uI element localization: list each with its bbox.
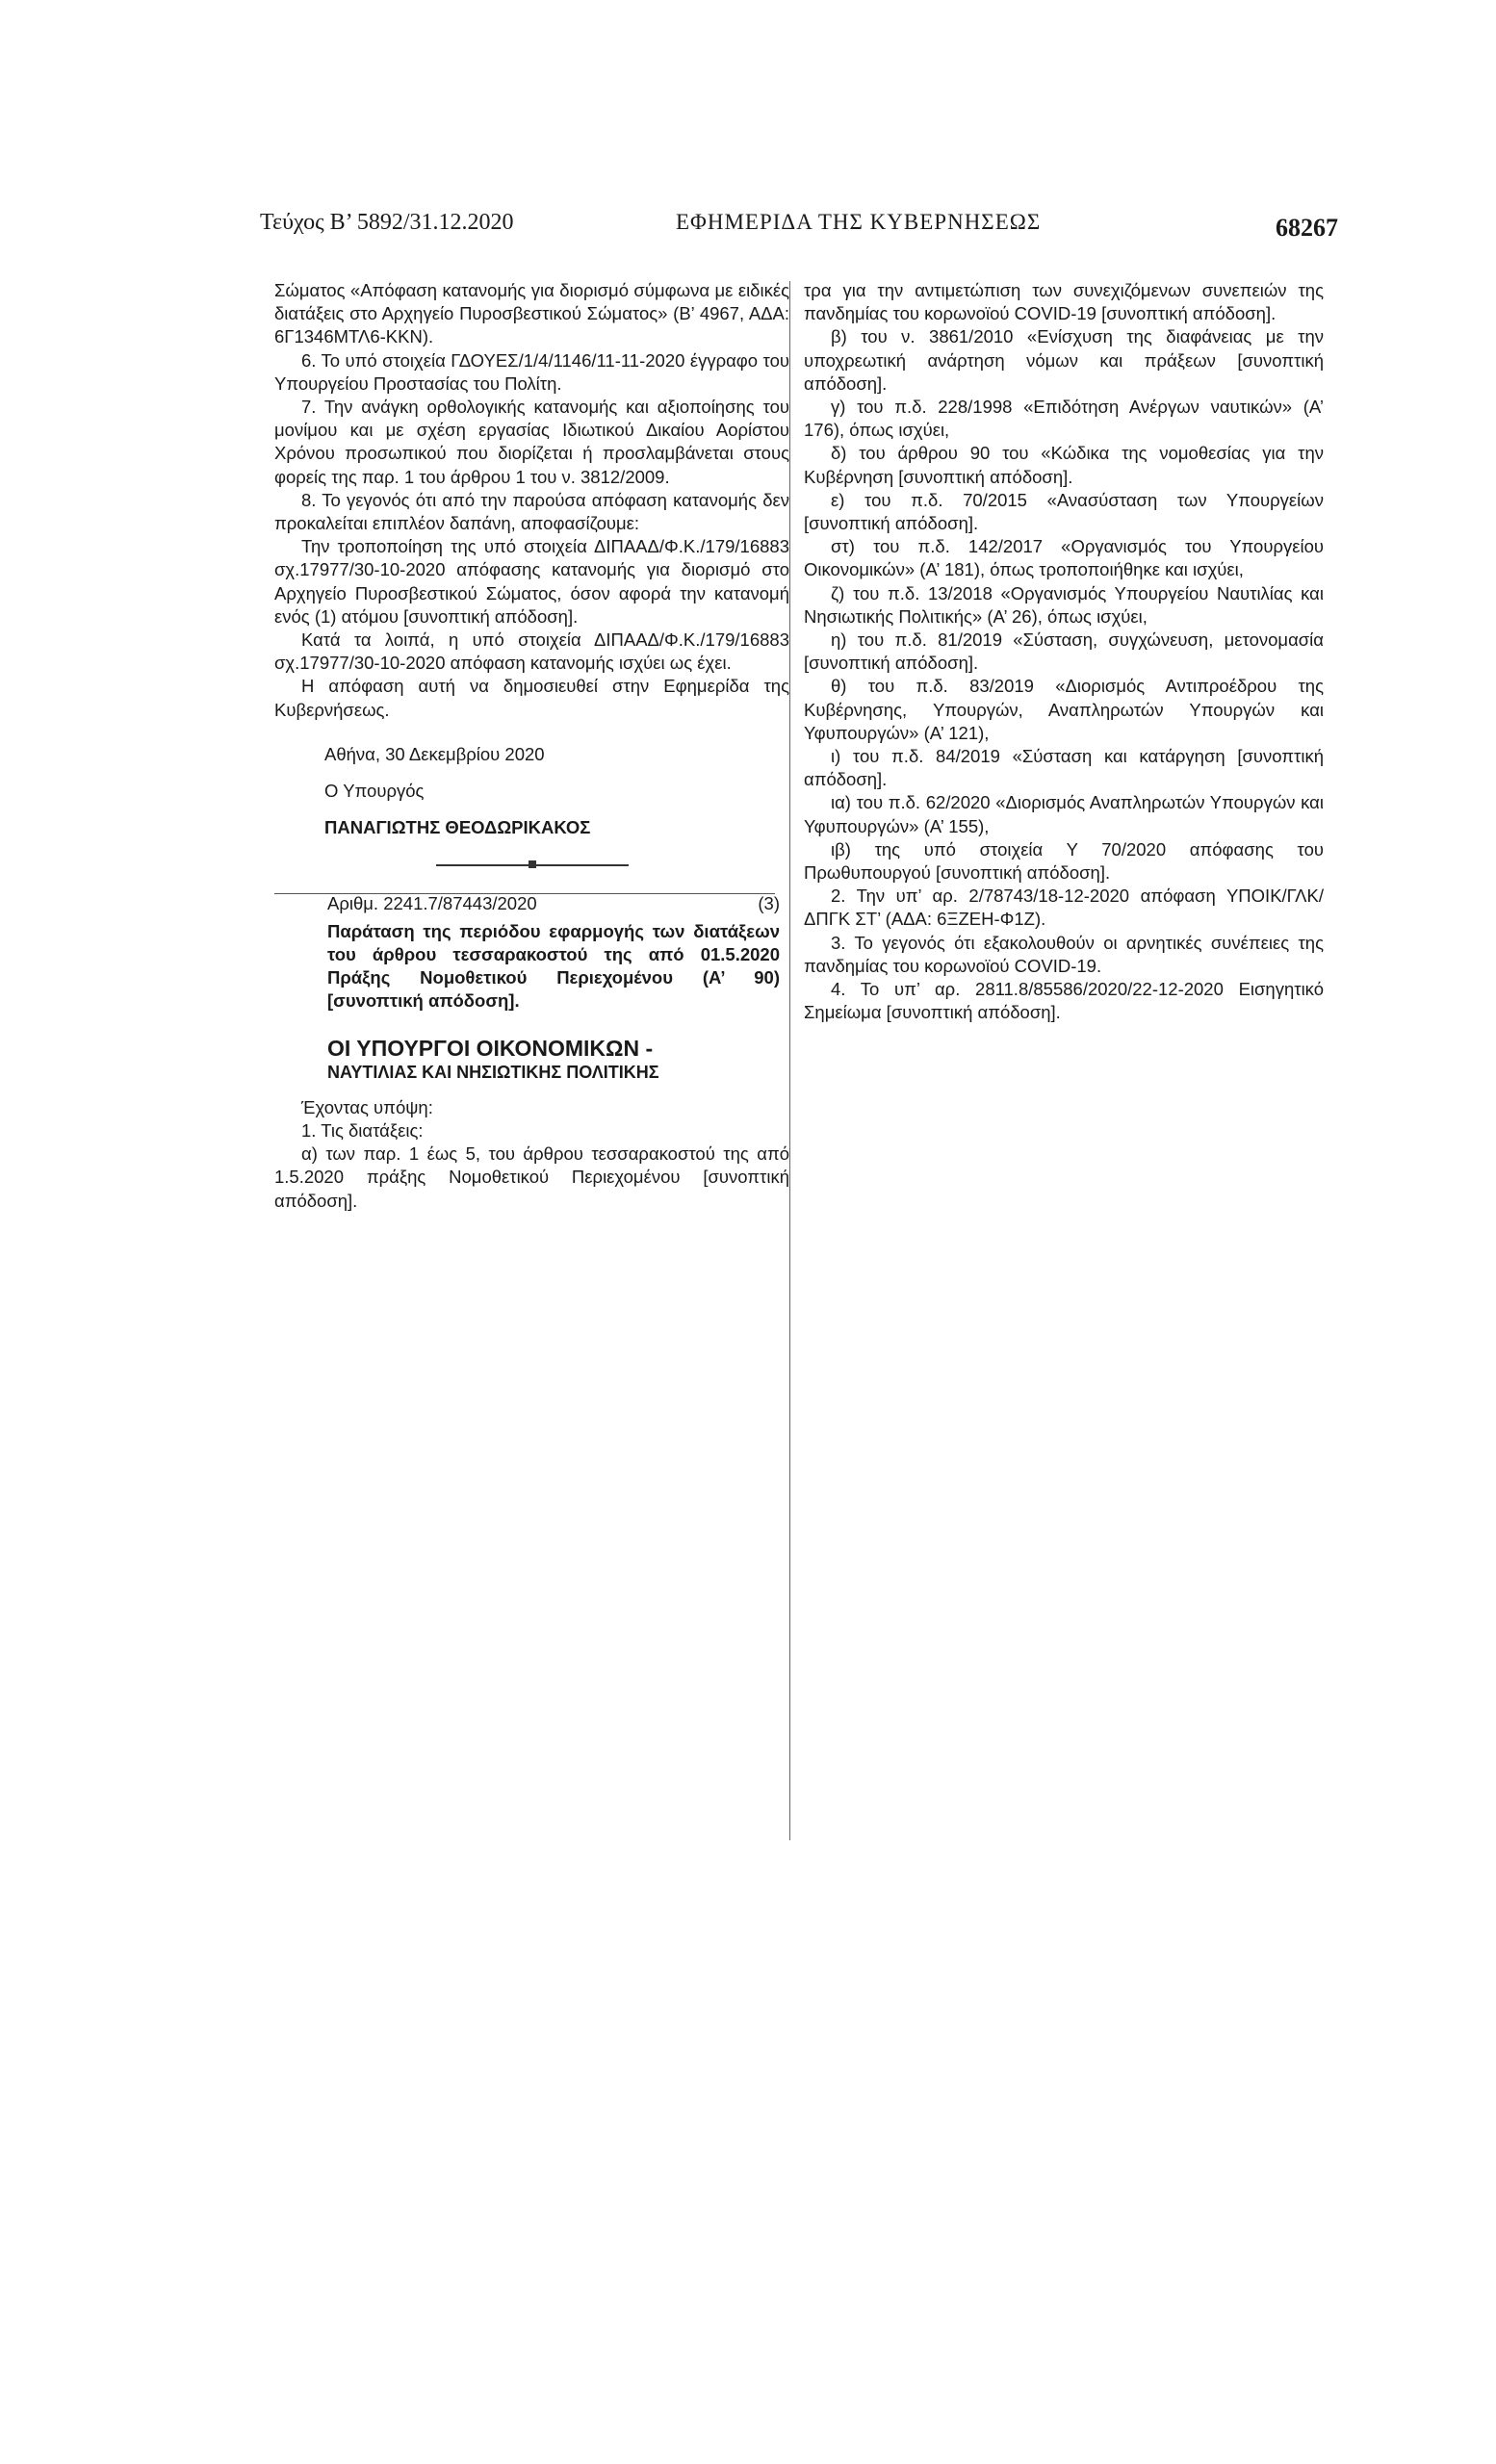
paragraph: τρα για την αντιμετώπιση των συνεχιζόμενων συνεπειών της πανδημίας του κορωνοϊού COVID-19 [συνοπτική απόδοση]. <box>804 280 1324 324</box>
paragraph: ια) του π.δ. 62/2020 «Διορισμός Αναπληρωτών Υπουργών και Υφυπουργών» (Α’ 155), <box>804 792 1324 836</box>
paragraph: Την τροποποίηση της υπό στοιχεία ΔΙΠΑΑΔ/Φ.Κ./179/16883 σχ.17977/30-10-2020 απόφασης κατανομής για διορισμό στο Αρχηγείο Πυροσβεστικού Σώματος, όσον αφορά την κατανομή ενός (1) ατόμου [συνοπτική απόδοση]. <box>274 536 789 627</box>
decision-sequence: (3) <box>758 893 780 914</box>
paragraph: Η απόφαση αυτή να δημοσιευθεί στην Εφημερίδα της Κυβερνήσεως. <box>274 676 789 720</box>
signature-role: Ο Υπουργός <box>324 781 425 802</box>
paragraph: 6. Το υπό στοιχεία ΓΔΟΥΕΣ/1/4/1146/11-11-2020 έγγραφο του Υπουργείου Προστασίας του Πολίτη. <box>274 349 789 394</box>
left-column <box>274 279 789 1213</box>
section-separator <box>436 859 629 872</box>
paragraph: β) του ν. 3861/2010 «Ενίσχυση της διαφάνειας με την υποχρεωτική ανάρτηση νόμων και πράξεων [συνοπτική απόδοση]. <box>804 326 1324 394</box>
paragraph: στ) του π.δ. 142/2017 «Οργανισμός του Υπουργείου Οικονομικών» (Α’ 181), όπως τροποποιήθηκε και ισχύει, <box>804 536 1324 580</box>
paragraph: 7. Την ανάγκη ορθολογικής κατανομής και αξιοποίησης του μονίμου και με σχέση εργασίας Ιδιωτικού Δικαίου Αορίστου Χρόνου προσωπικού που διορίζεται ή προσλαμβάνεται στους φορείς της παρ. 1 του άρθρου 1 του ν. 3812/2009. <box>274 397 789 487</box>
paragraph: ιβ) της υπό στοιχεία Υ 70/2020 απόφασης του Πρωθυπουργού [συνοπτική απόδοση]. <box>804 838 1324 884</box>
page-header <box>260 202 1338 241</box>
paragraph: ζ) του π.δ. 13/2018 «Οργανισμός Υπουργείου Ναυτιλίας και Νησιωτικής Πολιτικής» (Α’ 26), όπως ισχύει, <box>804 582 1324 627</box>
right-column <box>804 279 1324 1025</box>
decision-title: Παράταση της περιόδου εφαρμογής των διατάξεων του άρθρου τεσσαρακοστού της από 01.5.2020 Πράξης Νομοθετικού Περιεχομένου (Α’ 90) [συνοπτική απόδοση]. <box>327 920 780 1012</box>
paragraph: Σώματος «Απόφαση κατανομής για διορισμό σύμφωνα με ειδικές διατάξεις στο Αρχηγείο Πυροσβεστικού Σώματος» (Β’ 4967, ΑΔΑ: 6Γ1346ΜΤΛ6-ΚΚΝ). <box>274 280 789 347</box>
ministers-subheading: ΝΑΥΤΙΛΙΑΣ ΚΑΙ ΝΗΣΙΩΤΙΚΗΣ ΠΟΛΙΤΙΚΗΣ <box>327 1063 659 1083</box>
paragraph: 1. Τις διατάξεις: <box>301 1119 424 1141</box>
paragraph: ε) του π.δ. 70/2015 «Ανασύσταση των Υπουργείων [συνοπτική απόδοση]. <box>804 489 1324 534</box>
separator-dot <box>529 860 536 868</box>
paragraph: 3. Το γεγονός ότι εξακολουθούν οι αρνητικές συνέπειες της πανδημίας του κορωνοϊού COVID-19. <box>804 932 1324 976</box>
paragraph: Έχοντας υπόψη: <box>301 1096 433 1117</box>
paragraph: Κατά τα λοιπά, η υπό στοιχεία ΔΙΠΑΑΔ/Φ.Κ./179/16883 σχ.17977/30-10-2020 απόφαση κατανομής ισχύει ως έχει. <box>274 629 789 674</box>
paragraph: α) των παρ. 1 έως 5, του άρθρου τεσσαρακοστού της από 1.5.2020 πράξης Νομοθετικού Περιεχομένου [συνοπτική απόδοση]. <box>274 1143 789 1211</box>
ministers-heading: ΟΙ ΥΠΟΥΡΓΟΙ ΟΙΚΟΝΟΜΙΚΩΝ - <box>327 1036 654 1062</box>
paragraph: δ) του άρθρου 90 του «Κώδικα της νομοθεσίας για την Κυβέρνηση [συνοπτική απόδοση]. <box>804 443 1324 487</box>
paragraph: γ) του π.δ. 228/1998 «Επιδότηση Ανέργων ναυτικών» (Α’ 176), όπως ισχύει, <box>804 397 1324 441</box>
signature-date: Αθήνα, 30 Δεκεμβρίου 2020 <box>324 743 545 764</box>
gazette-title: ΕΦΗΜΕΡΙΔΑ ΤΗΣ ΚΥΒΕΡΝΗΣΕΩΣ <box>676 210 1042 234</box>
paragraph: 2. Την υπ’ αρ. 2/78743/18-12-2020 απόφαση ΥΠΟΙΚ/ΓΛΚ/ΔΠΓΚ ΣΤ’ (ΑΔΑ: 6ΞΖΕΗ-Φ1Ζ). <box>804 886 1324 930</box>
page-number: 68267 <box>1276 214 1338 242</box>
paragraph: ι) του π.δ. 84/2019 «Σύσταση και κατάργηση [συνοπτική απόδοση]. <box>804 746 1324 790</box>
issue-label: Τεύχος Β’ 5892/31.12.2020 <box>260 210 514 235</box>
paragraph: 4. Το υπ’ αρ. 2811.8/85586/2020/22-12-2020 Εισηγητικό Σημείωμα [συνοπτική απόδοση]. <box>804 979 1324 1023</box>
column-divider <box>789 281 790 1840</box>
paragraph: θ) του π.δ. 83/2019 «Διορισμός Αντιπροέδρου της Κυβέρνησης, Υπουργών, Αναπληρωτών Υπουργών και Υφυπουργών» (Α’ 121), <box>804 676 1324 743</box>
paragraph: η) του π.δ. 81/2019 «Σύσταση, συγχώνευση, μετονομασία [συνοπτική απόδοση]. <box>804 629 1324 674</box>
signatory-name: ΠΑΝΑΓΙΩΤΗΣ ΘΕΟΔΩΡΙΚΑΚΟΣ <box>324 817 591 838</box>
decision-number-line <box>274 892 789 915</box>
paragraph: 8. Το γεγονός ότι από την παρούσα απόφαση κατανομής δεν προκαλείται επιπλέον δαπάνη, αποφασίζουμε: <box>274 489 789 534</box>
decision-number: Αριθμ. 2241.7/87443/2020 <box>327 893 537 914</box>
